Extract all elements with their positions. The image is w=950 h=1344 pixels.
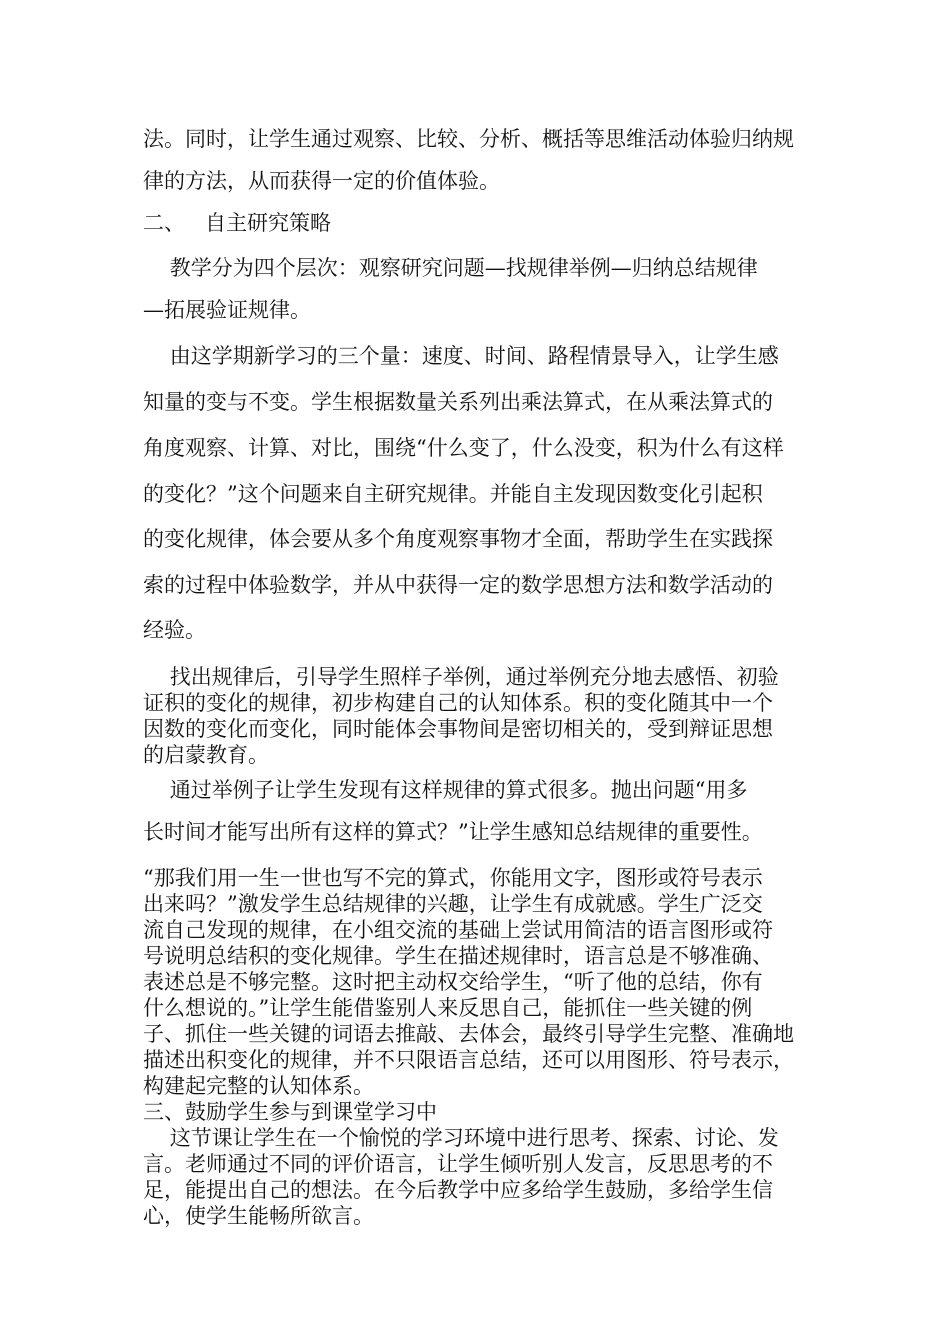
- text-line: 角度观察、计算、对比，围绕“什么变了，什么没变，积为什么有这样: [143, 436, 784, 460]
- text-line: 找出规律后，引导学生照样子举例，通过举例充分地去感悟、初验: [143, 665, 779, 689]
- text-line: 知量的变与不变。学生根据数量关系列出乘法算式，在从乘法算式的: [143, 390, 773, 414]
- text-line: 法。同时，让学生通过观察、比较、分析、概括等思维活动体验归纳规: [143, 127, 794, 151]
- text-line: 出来吗？”激发学生总结规律的兴趣，让学生有成就感。学生广泛交: [143, 892, 763, 916]
- text-line: 表述总是不够完整。这时把主动权交给学生，“听了他的总结，你有: [143, 970, 763, 994]
- text-line: 言。老师通过不同的评价语言，让学生倾听别人发言，反思思考的不: [143, 1152, 773, 1176]
- text-line: —拓展验证规律。: [143, 298, 311, 322]
- text-line: 描述出积变化的规律，并不只限语言总结，还可以用图形、符号表示，: [143, 1048, 794, 1072]
- text-line: 这节课让学生在一个愉悦的学习环境中进行思考、探索、讨论、发: [143, 1126, 779, 1150]
- text-line: 心，使学生能畅所欲言。: [143, 1204, 374, 1228]
- text-line: 经验。: [143, 618, 206, 642]
- text-line: 流自己发现的规律，在小组交流的基础上尝试用简洁的语言图形或符: [143, 918, 773, 942]
- section-heading: 三、鼓励学生参与到课堂学习中: [143, 1100, 437, 1124]
- text-line: 教学分为四个层次：观察研究问题—找规律举例—归纳总结规律: [143, 256, 758, 280]
- text-line: 证积的变化的规律，初步构建自己的认知体系。积的变化随其中一个: [143, 691, 773, 715]
- text-line: 的变化规律，体会要从多个角度观察事物才全面，帮助学生在实践探: [143, 527, 773, 551]
- text-line: 因数的变化而变化，同时能体会事物间是密切相关的，受到辩证思想: [143, 717, 773, 741]
- text-line: 通过举例子让学生发现有这样规律的算式很多。抛出问题“用多: [143, 778, 748, 802]
- text-line: “那我们用一生一世也写不完的算式，你能用文字，图形或符号表示: [143, 866, 763, 890]
- text-line: 的变化？”这个问题来自主研究规律。并能自主发现因数变化引起积: [143, 482, 763, 506]
- text-line: 足，能提出自己的想法。在今后教学中应多给学生鼓励，多给学生信: [143, 1178, 773, 1202]
- text-line: 索的过程中体验数学，并从中获得一定的数学思想方法和数学活动的: [143, 573, 773, 597]
- text-line: 子、抓住一些关键的词语去推敲、去体会，最终引导学生完整、准确地: [143, 1022, 794, 1046]
- text-line: 长时间才能写出所有这样的算式？”让学生感知总结规律的重要性。: [143, 820, 763, 844]
- text-line: 构建起完整的认知体系。: [143, 1074, 374, 1098]
- text-line: 律的方法，从而获得一定的价值体验。: [143, 169, 500, 193]
- section-heading: 二、 自主研究策略: [143, 211, 332, 235]
- text-line: 由这学期新学习的三个量：速度、时间、路程情景导入，让学生感: [143, 344, 779, 368]
- text-line: 什么想说的。”让学生能借鉴别人来反思自己，能抓住一些关键的例: [143, 996, 753, 1020]
- text-line: 的启蒙教育。: [143, 743, 269, 767]
- text-line: 号说明总结积的变化规律。学生在描述规律时，语言总是不够准确、: [143, 944, 773, 968]
